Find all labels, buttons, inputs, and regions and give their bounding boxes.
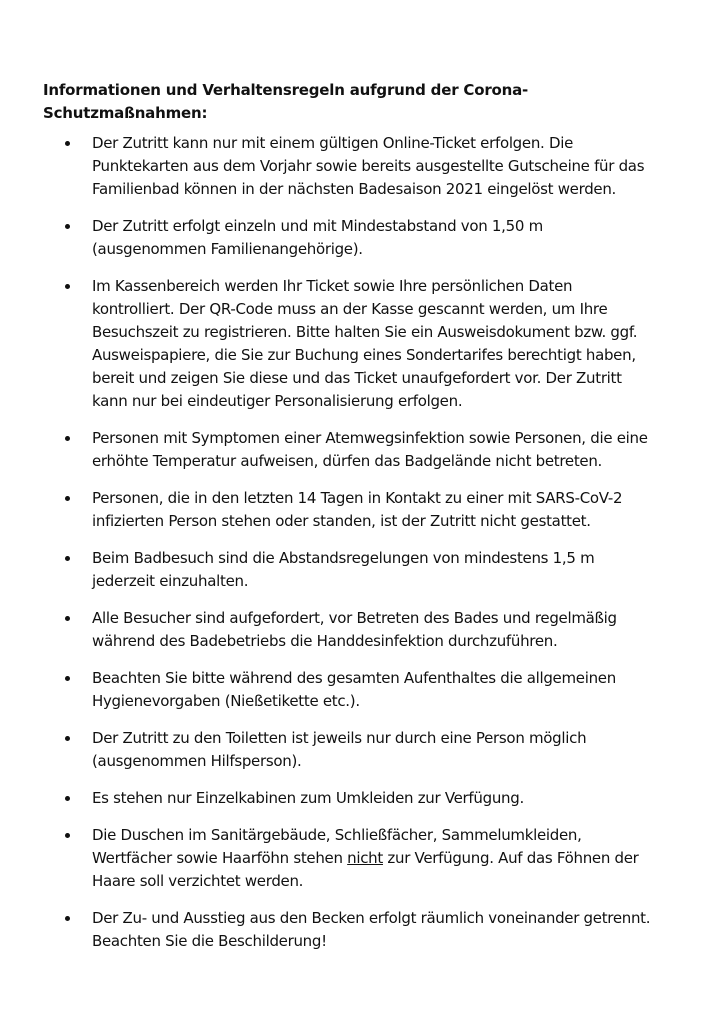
rule-text: Es stehen nur Einzelkabinen zum Umkleiden zur Verfügung.: [92, 789, 524, 807]
rule-text: Der Zutritt erfolgt einzeln und mit Mindestabstand von 1,50 m (ausgenommen Familienangehörige).: [92, 217, 543, 258]
rule-item: [0, 275, 723, 413]
bullet-icon: [65, 141, 70, 146]
rule-text: [92, 824, 652, 893]
bullet-icon: [65, 496, 70, 501]
bullet-icon: [65, 436, 70, 441]
rule-text: Personen, die in den letzten 14 Tagen in Kontakt zu einer mit SARS-CoV-2 infizierten Person stehen oder standen, ist der Zutritt nicht gestattet.: [92, 489, 623, 530]
rule-item: [0, 787, 723, 810]
rule-item: [0, 727, 723, 773]
bullet-icon: [65, 284, 70, 289]
rule-text-part: Die Duschen im Sanitärgebäude, Schließfächer, Sammelumkleiden, Wertfächer sowie Haarföhn stehen: [92, 826, 582, 867]
bullet-icon: [65, 736, 70, 741]
underlined-emphasis: nicht: [347, 849, 383, 867]
rule-text: Alle Besucher sind aufgefordert, vor Betreten des Bades und regelmäßig während des Badebetriebs die Handdesinfektion durchzuführen.: [92, 609, 617, 650]
rule-text-part: zur Verfügung. Auf das Föhnen der Haare soll verzichtet werden.: [92, 849, 639, 890]
rule-item: [0, 132, 723, 201]
rule-item: [0, 427, 723, 473]
rule-text: Der Zu- und Ausstieg aus den Becken erfolgt räumlich voneinander getrennt. Beachten Sie die Beschilderung!: [92, 909, 651, 950]
rule-text: Der Zutritt kann nur mit einem gültigen Online-Ticket erfolgen. Die Punktekarten aus dem Vorjahr sowie bereits ausgestellte Gutscheine für das Familienbad können in der nächsten Badesaison 2021 eingelöst werden.: [92, 134, 645, 198]
rule-text: Im Kassenbereich werden Ihr Ticket sowie Ihre persönlichen Daten kontrolliert. Der QR-Code muss an der Kasse gescannt werden, um Ihre Besuchszeit zu registrieren. Bitte halten Sie ein Ausweisdokument bzw. ggf. Ausweispapiere, die Sie zur Buchung eines Sondertarifes berechtigt haben, bereit und zeigen Sie diese und das Ticket unaufgefordert vor. Der Zutritt kann nur bei eindeutiger Personalisierung erfolgen.: [92, 277, 638, 410]
rule-item: [0, 824, 723, 893]
bullet-icon: [65, 833, 70, 838]
rule-item: [0, 547, 723, 593]
rule-item: [0, 607, 723, 653]
bullet-icon: [65, 676, 70, 681]
rule-text: Personen mit Symptomen einer Atemwegsinfektion sowie Personen, die eine erhöhte Temperatur aufweisen, dürfen das Badgelände nicht betreten.: [92, 429, 648, 470]
bullet-icon: [65, 556, 70, 561]
rule-item: [0, 215, 723, 261]
rule-text: Beachten Sie bitte während des gesamten Aufenthaltes die allgemeinen Hygienevorgaben (Nießetikette etc.).: [92, 669, 616, 710]
rules-list: [0, 132, 723, 967]
bullet-icon: [65, 796, 70, 801]
bullet-icon: [65, 224, 70, 229]
bullet-icon: [65, 616, 70, 621]
rule-item: [0, 907, 723, 953]
rule-text: Der Zutritt zu den Toiletten ist jeweils nur durch eine Person möglich (ausgenommen Hilfsperson).: [92, 729, 587, 770]
rule-item: [0, 667, 723, 713]
rule-item: [0, 487, 723, 533]
document-title: Informationen und Verhaltensregeln aufgrund der Corona-Schutzmaßnahmen:: [43, 81, 529, 122]
rule-text: Beim Badbesuch sind die Abstandsregelungen von mindestens 1,5 m jederzeit einzuhalten.: [92, 549, 595, 590]
bullet-icon: [65, 916, 70, 921]
